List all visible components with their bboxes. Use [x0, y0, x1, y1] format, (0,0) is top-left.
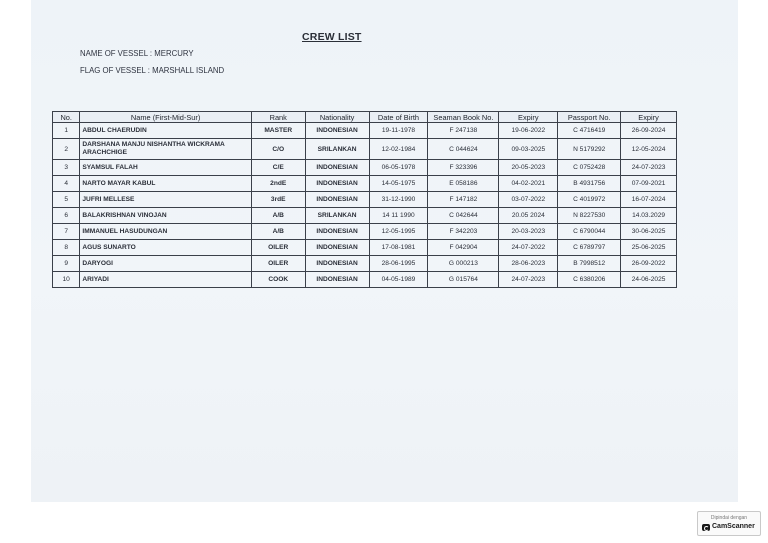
cell-name: BALAKRISHNAN VINOJAN [80, 208, 251, 224]
cell-date-of-birth: 14-05-1975 [369, 176, 428, 192]
table-row [53, 192, 677, 208]
cell-rank: 2ndE [251, 176, 305, 192]
cell-passport-expiry: 07-09-2021 [621, 176, 677, 192]
header-seaman-book-expiry: Expiry [499, 112, 558, 123]
cell-date-of-birth: 06-05-1978 [369, 160, 428, 176]
cell-seaman-book-no: C 042644 [428, 208, 499, 224]
cell-passport-no: C 6790044 [558, 224, 621, 240]
cell-seaman-book-no: G 000213 [428, 256, 499, 272]
cell-passport-expiry: 12-05-2024 [621, 139, 677, 160]
table-row [53, 256, 677, 272]
cell-passport-no: C 4019972 [558, 192, 621, 208]
crew-table-header-row [53, 112, 677, 123]
vessel-flag-value: MARSHALL ISLAND [152, 66, 225, 75]
cell-name: SYAMSUL FALAH [80, 160, 251, 176]
cell-no: 7 [53, 224, 80, 240]
cell-seaman-book-expiry: 20-03-2023 [499, 224, 558, 240]
cell-rank: OILER [251, 240, 305, 256]
cell-passport-no: B 7998512 [558, 256, 621, 272]
cell-seaman-book-expiry: 24-07-2022 [499, 240, 558, 256]
cell-passport-expiry: 16-07-2024 [621, 192, 677, 208]
cell-no: 10 [53, 272, 80, 288]
table-row [53, 272, 677, 288]
cell-nationality: INDONESIAN [305, 224, 369, 240]
cell-seaman-book-no: G 015764 [428, 272, 499, 288]
cell-no: 8 [53, 240, 80, 256]
header-nationality: Nationality [305, 112, 369, 123]
cell-nationality: SRILANKAN [305, 208, 369, 224]
cell-passport-no: C 6789797 [558, 240, 621, 256]
cell-seaman-book-no: F 247138 [428, 123, 499, 139]
cell-name: DARYOGI [80, 256, 251, 272]
cell-rank: C/O [251, 139, 305, 160]
cell-passport-expiry: 26-09-2024 [621, 123, 677, 139]
cell-passport-expiry: 25-06-2025 [621, 240, 677, 256]
cell-no: 3 [53, 160, 80, 176]
cell-name: AGUS SUNARTO [80, 240, 251, 256]
cell-name: ARIYADI [80, 272, 251, 288]
cell-date-of-birth: 17-08-1981 [369, 240, 428, 256]
camscanner-logo-icon [702, 524, 710, 531]
header-passport-expiry: Expiry [621, 112, 677, 123]
cell-date-of-birth: 31-12-1990 [369, 192, 428, 208]
header-date-of-birth: Date of Birth [369, 112, 428, 123]
cell-no: 5 [53, 192, 80, 208]
cell-seaman-book-no: E 058186 [428, 176, 499, 192]
cell-rank: A/B [251, 224, 305, 240]
cell-no: 6 [53, 208, 80, 224]
vessel-flag-label: FLAG OF VESSEL : [80, 66, 150, 75]
cell-nationality: INDONESIAN [305, 240, 369, 256]
cell-passport-no: N 8227530 [558, 208, 621, 224]
cell-rank: OILER [251, 256, 305, 272]
cell-seaman-book-expiry: 24-07-2023 [499, 272, 558, 288]
cell-date-of-birth: 28-06-1995 [369, 256, 428, 272]
camscanner-watermark [697, 511, 761, 536]
cell-nationality: INDONESIAN [305, 272, 369, 288]
cell-rank: MASTER [251, 123, 305, 139]
vessel-name-label: NAME OF VESSEL : [80, 49, 153, 58]
cell-date-of-birth: 04-05-1989 [369, 272, 428, 288]
cell-date-of-birth: 12-02-1984 [369, 139, 428, 160]
cell-nationality: INDONESIAN [305, 256, 369, 272]
cell-passport-expiry: 14.03.2029 [621, 208, 677, 224]
document-title: CREW LIST [302, 31, 362, 43]
cell-seaman-book-no: F 342203 [428, 224, 499, 240]
cell-no: 2 [53, 139, 80, 160]
cell-rank: C/E [251, 160, 305, 176]
cell-seaman-book-no: F 323396 [428, 160, 499, 176]
cell-seaman-book-no: F 042904 [428, 240, 499, 256]
header-rank: Rank [251, 112, 305, 123]
cell-seaman-book-expiry: 03-07-2022 [499, 192, 558, 208]
cell-seaman-book-expiry: 20-05-2023 [499, 160, 558, 176]
cell-name: IMMANUEL HASUDUNGAN [80, 224, 251, 240]
cell-name: DARSHANA MANJU NISHANTHA WICKRAMA ARACHCHIGE [80, 139, 251, 160]
cell-rank: A/B [251, 208, 305, 224]
cell-passport-expiry: 24-07-2023 [621, 160, 677, 176]
cell-rank: COOK [251, 272, 305, 288]
cell-seaman-book-no: C 044624 [428, 139, 499, 160]
watermark-brand: CamScanner [712, 523, 755, 530]
crew-table [52, 111, 677, 288]
vessel-flag-line [80, 66, 224, 75]
cell-passport-no: C 4716419 [558, 123, 621, 139]
cell-seaman-book-expiry: 09-03-2025 [499, 139, 558, 160]
cell-no: 9 [53, 256, 80, 272]
cell-nationality: INDONESIAN [305, 160, 369, 176]
cell-passport-no: C 6380206 [558, 272, 621, 288]
table-row [53, 176, 677, 192]
cell-passport-no: B 4931756 [558, 176, 621, 192]
cell-name: ABDUL CHAERUDIN [80, 123, 251, 139]
table-row [53, 240, 677, 256]
cell-seaman-book-no: F 147182 [428, 192, 499, 208]
table-row [53, 139, 677, 160]
table-row [53, 123, 677, 139]
cell-date-of-birth: 12-05-1995 [369, 224, 428, 240]
cell-date-of-birth: 14 11 1990 [369, 208, 428, 224]
vessel-name-line [80, 49, 194, 58]
cell-name: JUFRI MELLESE [80, 192, 251, 208]
header-no: No. [53, 112, 80, 123]
header-name: Name (First-Mid-Sur) [80, 112, 251, 123]
cell-passport-expiry: 26-09-2022 [621, 256, 677, 272]
cell-seaman-book-expiry: 28-06-2023 [499, 256, 558, 272]
table-row [53, 224, 677, 240]
cell-date-of-birth: 19-11-1978 [369, 123, 428, 139]
cell-seaman-book-expiry: 20.05 2024 [499, 208, 558, 224]
cell-passport-expiry: 24-06-2025 [621, 272, 677, 288]
vessel-name-value: MERCURY [154, 49, 194, 58]
cell-nationality: INDONESIAN [305, 192, 369, 208]
cell-no: 1 [53, 123, 80, 139]
cell-seaman-book-expiry: 19-06-2022 [499, 123, 558, 139]
header-seaman-book-no: Seaman Book No. [428, 112, 499, 123]
table-row [53, 160, 677, 176]
table-row [53, 208, 677, 224]
cell-no: 4 [53, 176, 80, 192]
cell-rank: 3rdE [251, 192, 305, 208]
cell-seaman-book-expiry: 04-02-2021 [499, 176, 558, 192]
watermark-caption: Dipindai dengan [710, 515, 748, 521]
cell-nationality: SRILANKAN [305, 139, 369, 160]
cell-name: NARTO MAYAR KABUL [80, 176, 251, 192]
cell-passport-no: N 5179292 [558, 139, 621, 160]
cell-nationality: INDONESIAN [305, 123, 369, 139]
cell-nationality: INDONESIAN [305, 176, 369, 192]
cell-passport-expiry: 30-06-2025 [621, 224, 677, 240]
cell-passport-no: C 0752428 [558, 160, 621, 176]
header-passport-no: Passport No. [558, 112, 621, 123]
